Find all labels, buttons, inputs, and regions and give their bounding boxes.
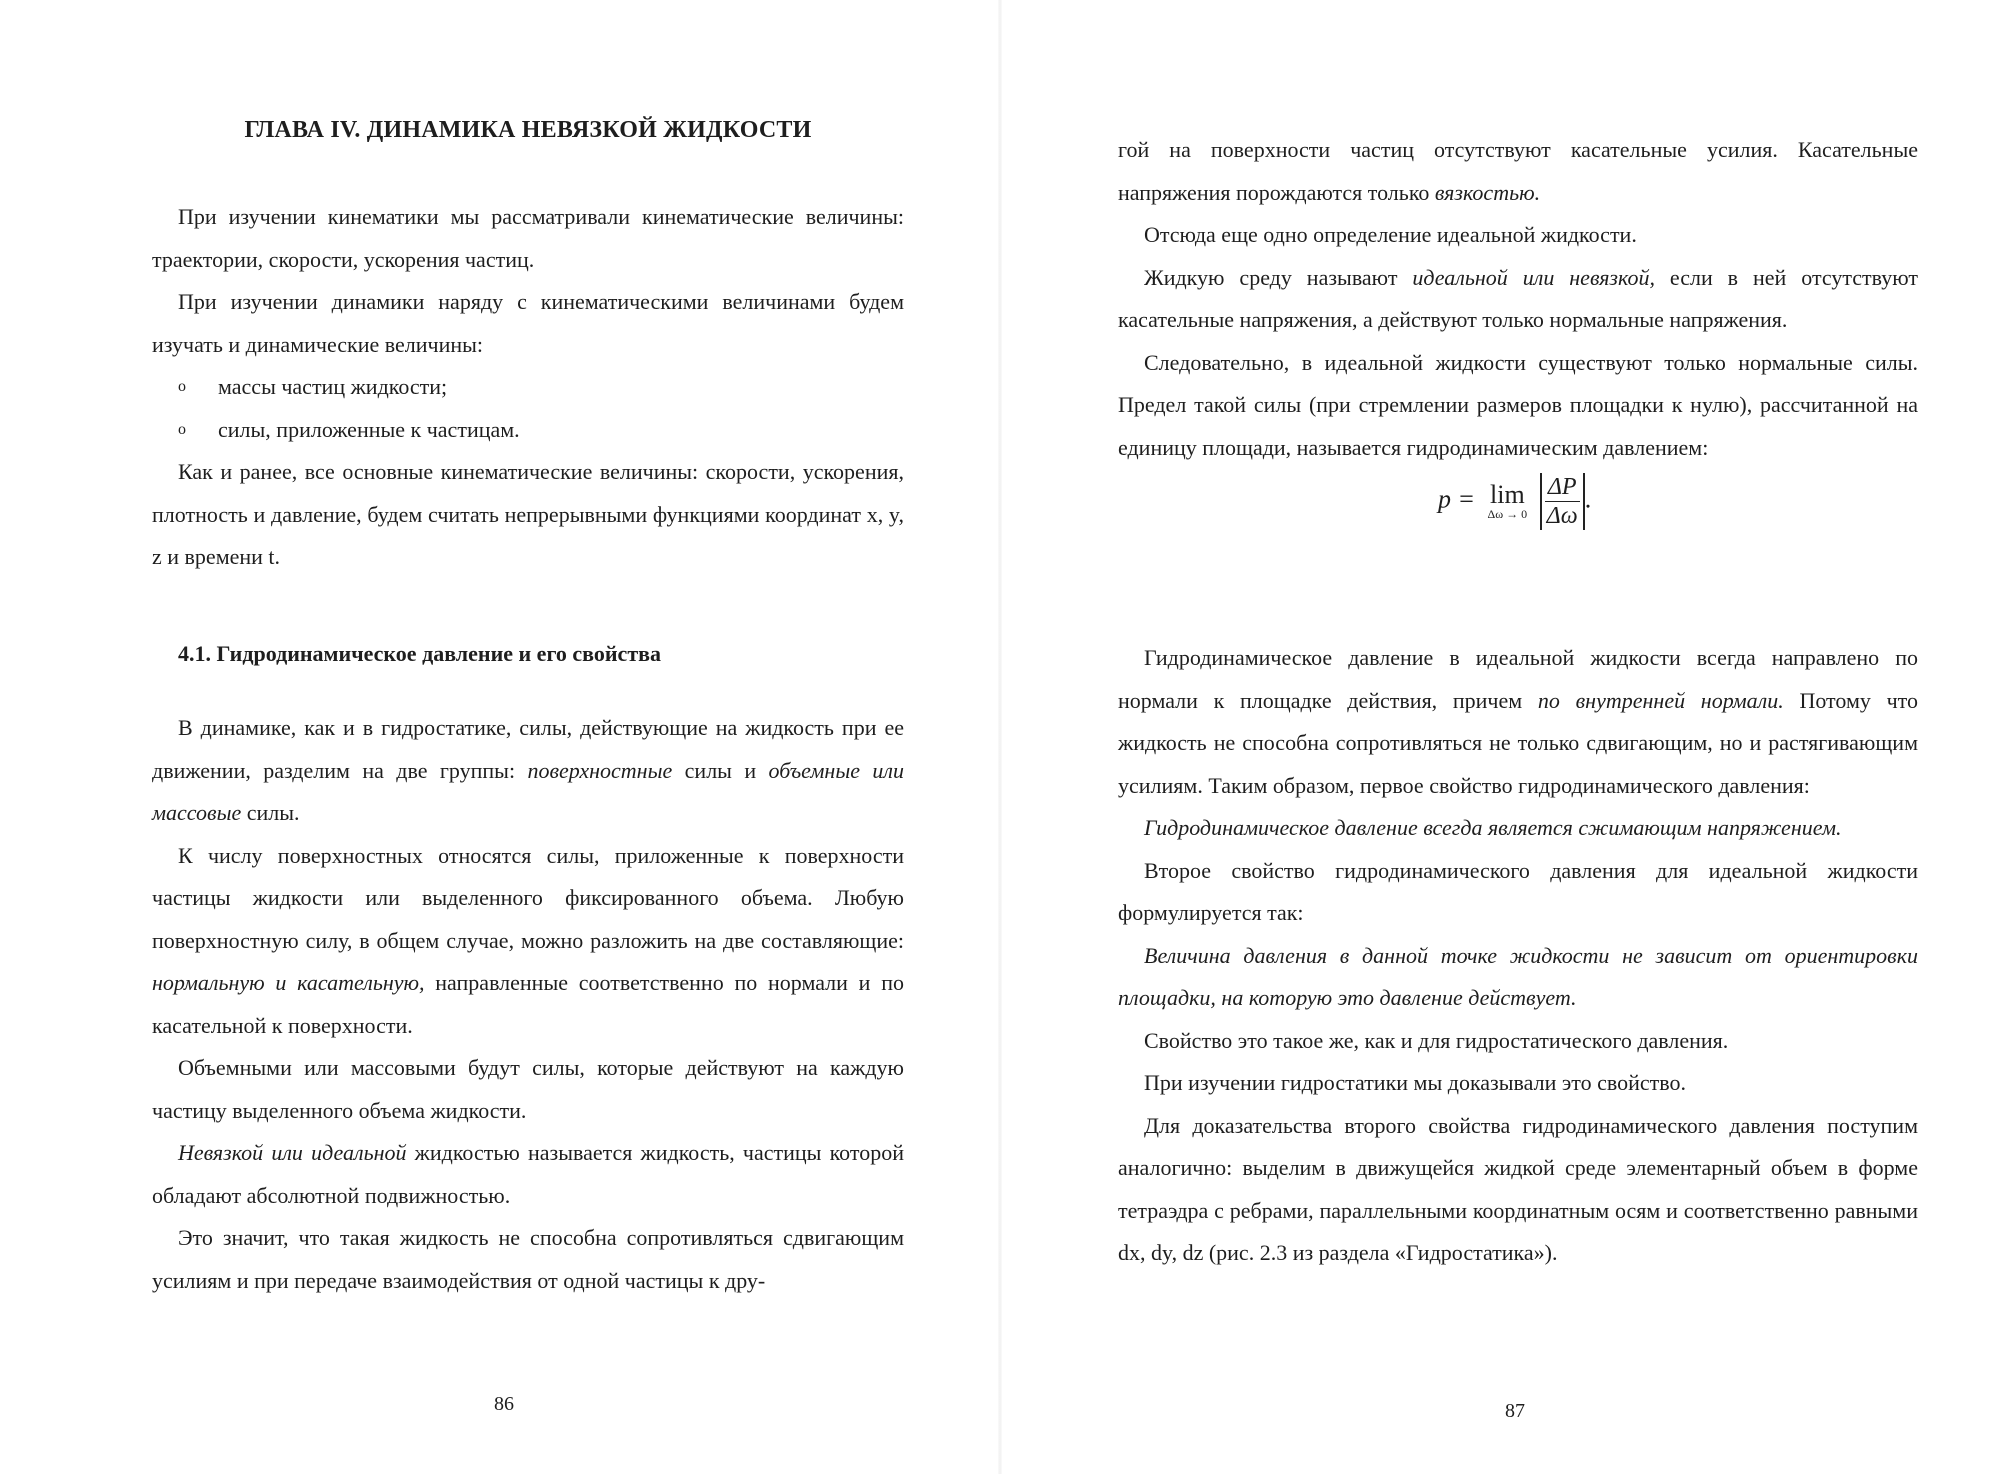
left-body-column xyxy=(152,707,904,1302)
left-section-column xyxy=(152,633,904,676)
formula-lhs: p = xyxy=(1438,484,1476,514)
right-column-bottom xyxy=(1118,637,1918,1275)
bullet-item-forces xyxy=(152,409,904,452)
intro-paragraph-1: При изучении кинематики мы рассматривали кинематические величины: траектории, скорости, ускорения частиц. xyxy=(152,204,904,272)
bullet-item-masses xyxy=(152,366,904,409)
section-paragraph-5: Это значит, что такая жидкость не способна сопротивляться сдвигающим усилиям и при передаче взаимодействия от одной частицы к дру- xyxy=(152,1225,904,1293)
bullet-circle-icon: o xyxy=(178,378,186,395)
section-paragraph-4: Невязкой или идеальной жидкостью называется жидкость, частицы которой обладают абсолютной подвижностью. xyxy=(152,1140,904,1208)
right-paragraph-6: Второе свойство гидродинамического давления для идеальной жидкости формулируется так: xyxy=(1118,857,1918,925)
page-number-left: 86 xyxy=(494,1393,514,1415)
pressure-limit-formula: p = lim Δω → 0 $\frac{\Delta P}{\Delta\omega}$ . xyxy=(1438,474,1592,529)
right-column-top xyxy=(1118,129,1918,541)
continued-paragraph: гой на поверхности частиц отсутствуют касательные усилия. Касательные напряжения порождаются только вязкостью. xyxy=(1118,137,1918,205)
formula-fraction: $\frac{\Delta P}{\Delta\omega}$ xyxy=(1540,473,1585,530)
right-page xyxy=(1000,0,2000,1474)
right-paragraph-9: При изучении гидростатики мы доказывали это свойство. xyxy=(1144,1070,1686,1095)
bullet-text: массы частиц жидкости; xyxy=(218,374,448,399)
right-paragraph-2: Жидкую среду называют идеальной или невязкой, если в ней отсутствуют касательные напряжения, а действуют только нормальные напряжения. xyxy=(1118,264,1918,332)
section-paragraph-1: В динамике, как и в гидростатике, силы, действующие на жидкость при ее движении, разделим на две группы: поверхностные силы и объемные или массовые силы. xyxy=(152,715,905,825)
section-paragraph-3: Объемными или массовыми будут силы, которые действуют на каждую частицу выделенного объема жидкости. xyxy=(152,1055,904,1123)
right-paragraph-7: Величина давления в данной точке жидкости не зависит от ориентировки площадки, на которую это давление действует. xyxy=(1118,942,1918,1010)
right-paragraph-1: Отсюда еще одно определение идеальной жидкости. xyxy=(1144,222,1637,247)
section-paragraph-2: К числу поверхностных относятся силы, приложенные к поверхности частицы жидкости или выделенного фиксированного объема. Любую поверхностную силу, в общем случае, можно разложить на две составляющие: нормальную и касательную, направленные соответственно по нормали и по касательной к поверхности. xyxy=(152,842,904,1038)
right-paragraph-8: Свойство это такое же, как и для гидростатического давления. xyxy=(1144,1027,1729,1053)
formula-limit: lim Δω → 0 xyxy=(1487,479,1528,521)
bullet-text: силы, приложенные к частицам. xyxy=(218,416,520,442)
intro-paragraph-2: При изучении динамики наряду с кинематическими величинами будем изучать и динамические величины: xyxy=(152,289,904,357)
intro-paragraph-3: Как и ранее, все основные кинематические величины: скорости, ускорения, плотность и давление, будем считать непрерывными функциями координат x, y, z и времени t. xyxy=(152,459,904,569)
left-intro-column xyxy=(152,196,904,579)
page-number-right: 87 xyxy=(1505,1400,1525,1422)
right-paragraph-4: Гидродинамическое давление в идеальной жидкости всегда направлено по нормали к площадке действия, причем по внутренней нормали. Потому что жидкость не способна сопротивляться не только сдвигающим, но и растягивающим усилиям. Таким образом, первое свойство гидродинамического давления: xyxy=(1118,645,1918,798)
right-paragraph-10: Для доказательства второго свойства гидродинамического давления поступим аналогично: выделим в движущейся жидкой среде элементарный объем в форме тетраэдра с ребрами, параллельными координатным осям и соответственно равными dx, dy, dz (рис. 2.3 из раздела «Гидростатика»). xyxy=(1118,1112,1918,1265)
right-paragraph-3: Следовательно, в идеальной жидкости существуют только нормальные силы. Предел такой силы (при стремлении размеров площадки к нулю), рассчитанной на единицу площади, называется гидродинамическим давлением: xyxy=(1118,349,1918,460)
section-title: 4.1. Гидродинамическое давление и его свойства xyxy=(178,641,662,666)
bullet-circle-icon: o xyxy=(178,420,186,438)
chapter-title: ГЛАВА IV. ДИНАМИКА НЕВЯЗКОЙ ЖИДКОСТИ xyxy=(244,117,812,143)
right-paragraph-5: Гидродинамическое давление всегда является сжимающим напряжением. xyxy=(1144,815,1842,840)
